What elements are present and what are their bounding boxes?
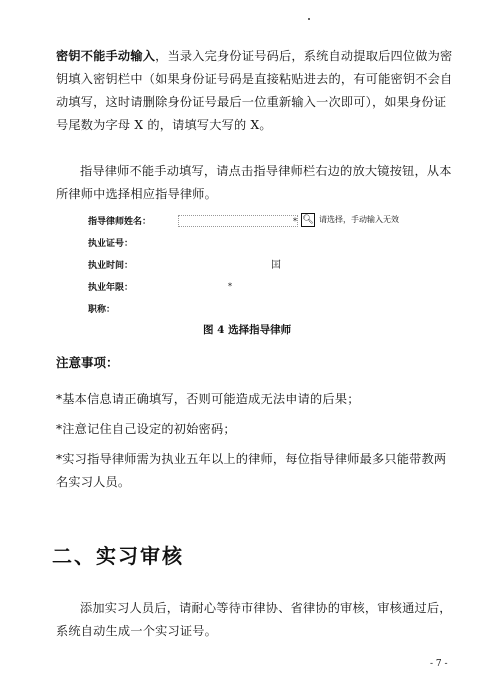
paragraph-key-note xyxy=(56,45,458,137)
notes-title: 注意事项： xyxy=(56,355,119,370)
required-star: * xyxy=(228,282,232,291)
note-item: *注意记住自己设定的初始密码； xyxy=(56,422,236,436)
form-label: 执业证号： xyxy=(88,239,134,249)
form-row-practice-date xyxy=(88,258,338,274)
form-label: 指导律师姓名： xyxy=(88,217,152,227)
form-row-mentor-name xyxy=(88,214,399,230)
note-item: *基本信息请正确填写，否则可能造成无法申请的后果； xyxy=(56,392,360,406)
paragraph-text: ，当录入完身份证号码后，系统自动提取后四位做为密钥填入密钥栏中（如果身份证号码是直接粘贴进去的，有可能密钥不会自动填写，这时请删除身份证号最后一位重新输入一次即可），如果身份证号尾数为字母 X 的，请填写大写的 X。 xyxy=(56,49,453,132)
magnifier-icon[interactable]: 🔍︎ xyxy=(302,215,314,225)
note-item: *实习指导律师需为执业五年以上的律师，每位指导律师最多只能带教两名实习人员。 xyxy=(56,452,447,489)
page-number: - 7 - xyxy=(430,659,448,669)
form-row-license-no xyxy=(88,236,338,252)
mentor-name-field[interactable] xyxy=(178,215,298,227)
form-row-title xyxy=(88,302,338,318)
paragraph-review: 添加实习人员后，请耐心等待市律协、省律协的审核，审核通过后，系统自动生成一个实习证号。 xyxy=(56,601,452,638)
calendar-icon[interactable]: 囯 xyxy=(271,260,281,271)
bold-lead: 密钥不能手动输入 xyxy=(56,49,156,63)
paragraph-mentor-note: 指导律师不能手动填写，请点击指导律师栏右边的放大镜按钮，从本所律师中选择相应指导律师。 xyxy=(56,164,452,201)
form-label: 执业时间： xyxy=(88,261,134,271)
form-row-practice-years xyxy=(88,280,338,296)
form-label: 执业年限： xyxy=(88,283,134,293)
scan-speck xyxy=(308,18,310,20)
mentor-form-figure xyxy=(88,214,399,324)
section-heading: 二、实习审核 xyxy=(52,544,184,568)
required-star: * xyxy=(293,217,297,226)
figure-caption: 图 4 选择指导律师 xyxy=(203,324,292,336)
input-hint: 请选择，手动输入无效 xyxy=(319,215,399,224)
form-label: 职称： xyxy=(88,305,116,315)
